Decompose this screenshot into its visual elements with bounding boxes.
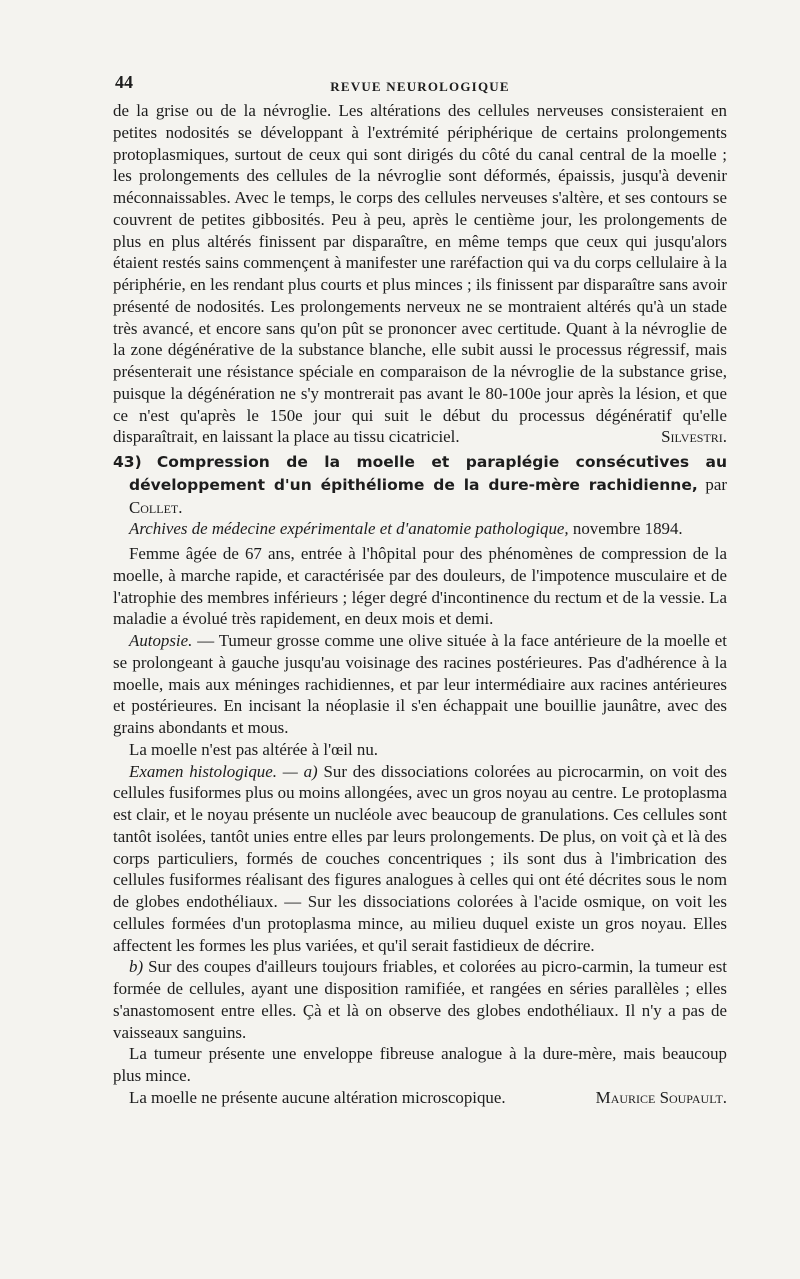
article-author: Collet.: [129, 497, 183, 517]
article-source: [113, 518, 727, 540]
naked-eye-paragraph: La moelle n'est pas altérée à l'œil nu.: [129, 739, 379, 759]
autopsy-label: Autopsie.: [129, 631, 193, 650]
page-header: [113, 70, 727, 94]
article-number: 43): [113, 453, 142, 471]
envelope-paragraph: La tumeur présente une enveloppe fibreuse analogue à la dure-mère, mais beaucoup plus mince.: [113, 1044, 727, 1085]
histology-b-paragraph: [113, 956, 727, 1043]
article-signature: Maurice Soupault.: [595, 1087, 727, 1107]
case-paragraph: Femme âgée de 67 ans, entrée à l'hôpital pour des phénomènes de compression de la moelle, à marche rapide, et caractérisée par des douleurs, de l'impotence musculaire et de l'atrophie des membres inférieurs ; léger degré d'incontinence du rectum et de la vessie. La maladie a évolué très rapidement, en deux mois et demi.: [113, 544, 727, 629]
review-42-signature: Silvestri.: [661, 427, 727, 447]
article-43-heading: [113, 451, 727, 518]
article-title: Compression de la moelle et paraplégie consécutives au développement d'un épithéliome de la dure-mère rachidienne,: [129, 453, 727, 494]
histology-b-label: b): [129, 957, 144, 977]
review-42-paragraph: [113, 100, 727, 448]
autopsy-paragraph: [113, 630, 727, 739]
conclusion-paragraph: [113, 1087, 727, 1109]
conclusion-text: La moelle ne présente aucune altération microscopique.: [129, 1087, 506, 1107]
article-date: novembre 1894.: [572, 519, 683, 539]
autopsy-text: — Tumeur grosse comme une olive située à la face antérieure de la moelle et se prolongeant à gauche jusqu'au voisinage des racines postérieures. Pas d'adhérence à la moelle, mais aux méninges rachidiennes, et par leur intermédiaire aux racines antérieures et postérieures. En incisant la néoplasie il s'en échappait une bouillie jaunâtre, avec des grains abondants et mous.: [113, 631, 727, 737]
review-42-text: de la grise ou de la névroglie. Les altérations des cellules nerveuses consisteraient en petites nodosités se développant à l'extrémité périphérique de certains prolongements protoplasmiques, surtout de ceux qui sont dirigés du côté du canal central de la moelle ; les prolongements des cellules de la névroglie sont déformés, épaissis, jusqu'à devenir méconnaissables. Avec le temps, le corps des cellules nerveuses s'altère, et ses contours se couvrent de petites gibbosités. Peu à peu, après le centième jour, les prolongements de plus en plus altérés finissent par disparaître, en même temps que ceux qui jusqu'alors étaient restés sains commençent à manifester une raréfaction qui va du corps cellulaire à la périphérie, en les rendant plus courts et plus minces ; ils finissent par disparaître sans avoir présenté de nodosités. Les prolongements nerveux ne se montraient altérés qu'à un stade très avancé, et encore sans qu'on pût se prononcer avec certitude. Quant à la névroglie de la zone dégénérative de la substance blanche, elle subit aussi le processus régressif, mais présenterait une résistance spéciale en comparaison de la névroglie de la substance grise, puisque la dégénération ne s'y montrerait pas avant le 80-100e jour après la lésion, et que ce n'est qu'après le 150e jour qui suit le début du processus dégénératif qu'elle disparaîtrait, en laissant la place au tissu cicatriciel.: [113, 101, 727, 447]
histology-a-text: Sur des dissociations colorées au picrocarmin, on voit des cellules fusiformes plus ou moins allongées, avec un gros noyau au centre. Le protoplasma est clair, et le noyau présente un nucléole avec beaucoup de granulations. Ces cellules sont tantôt isolées, tantôt unies entre elles par leurs prolongements. De plus, on voit çà et là des corps particuliers, formés de couches concentriques ; ils sont dus à l'imbrication des cellules fusiformes réalisant des figures analogues à celles qui ont été décrites sous le nom de globes endothéliaux. — Sur les dissociations colorées à l'acide osmique, on voit les cellules formées d'un protoplasma mince, au milieu duquel existe un gros noyau. Elles affectent les formes les plus variées, et qu'il serait fastidieux de décrire.: [113, 761, 727, 955]
page-content: [113, 70, 727, 1109]
page-number: 44: [115, 72, 133, 92]
histology-label: Examen histologique. — a): [129, 761, 318, 781]
running-title: REVUE NEUROLOGIQUE: [330, 79, 510, 94]
article-journal: Archives de médecine expérimentale et d'anatomie pathologique,: [129, 519, 569, 539]
histology-b-text: Sur des coupes d'ailleurs toujours friables, et colorées au picro-carmin, la tumeur est formée de cellules, ayant une disposition ramifiée, et rangées en séries parallèles ; elles s'anastomosent entre elles. Çà et là on observe des globes endothéliaux. Il n'y a pas de vaisseaux sanguins.: [113, 957, 727, 1042]
article-by: par: [705, 474, 727, 494]
histology-a-paragraph: [113, 761, 727, 957]
